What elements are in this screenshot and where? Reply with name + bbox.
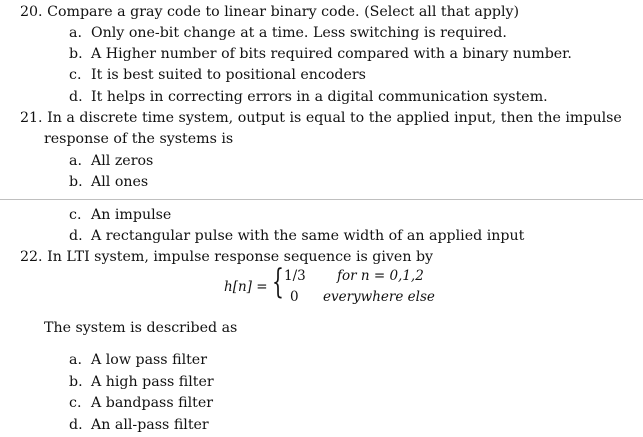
equation-lhs: h[n] = [224,279,268,295]
question-text: In LTI system, impulse response sequence is given by [47,249,434,265]
question-22-prompt [44,319,237,337]
question-20 [20,3,519,21]
prompt-text: The system is described as [44,320,238,336]
option-letter: a. [69,153,82,169]
option-22a[interactable] [69,351,207,369]
option-21d[interactable] [69,227,524,245]
option-20b[interactable] [69,45,572,63]
option-20a[interactable] [69,24,507,42]
option-text: A rectangular pulse with the same width of an applied input [91,228,525,244]
option-22b[interactable] [69,373,214,391]
question-22 [20,248,433,266]
case1-value: 1/3 [284,268,306,284]
option-text: A Higher number of bits required compared with a binary number. [91,46,572,62]
question-text-line2: response of the systems is [44,131,234,147]
option-text: It helps in correcting errors in a digital communication system. [91,89,548,105]
option-text: A high pass filter [91,374,214,390]
option-20c[interactable] [69,66,366,84]
question-text: Compare a gray code to linear binary code. (Select all that apply) [47,4,520,20]
case2-value: 0 [290,289,299,305]
option-letter: a. [69,25,82,41]
option-21c[interactable] [69,206,171,224]
option-text: An all-pass filter [91,417,209,433]
question-21 [20,109,622,127]
option-text: A bandpass filter [91,395,214,411]
question-text-line1: In a discrete time system, output is equal to the applied input, then the impulse [47,110,622,126]
option-letter: c. [69,67,82,83]
case2-condition: everywhere else [323,289,435,305]
question-number: 22. [20,249,43,265]
left-brace-icon: { [272,262,284,302]
option-text: An impulse [91,207,172,223]
option-letter: d. [69,228,83,244]
option-21a[interactable] [69,152,153,170]
page-divider [0,199,643,200]
option-20d[interactable] [69,88,548,106]
option-letter: b. [69,174,83,190]
option-22d[interactable] [69,416,209,434]
option-letter: a. [69,352,82,368]
option-21b[interactable] [69,173,148,191]
question-number: 21. [20,110,43,126]
option-letter: c. [69,395,82,411]
option-text: All ones [91,174,149,190]
question-21-continuation [44,130,233,148]
option-letter: b. [69,46,83,62]
option-text: All zeros [91,153,154,169]
case1-condition: for n = 0,1,2 [337,268,424,284]
option-22c[interactable] [69,394,213,412]
option-letter: d. [69,89,83,105]
option-text: Only one-bit change at a time. Less switching is required. [91,25,507,41]
option-letter: c. [69,207,82,223]
option-text: A low pass filter [91,352,207,368]
option-text: It is best suited to positional encoders [91,67,366,83]
option-letter: b. [69,374,83,390]
question-number: 20. [20,4,43,20]
option-letter: d. [69,417,83,433]
